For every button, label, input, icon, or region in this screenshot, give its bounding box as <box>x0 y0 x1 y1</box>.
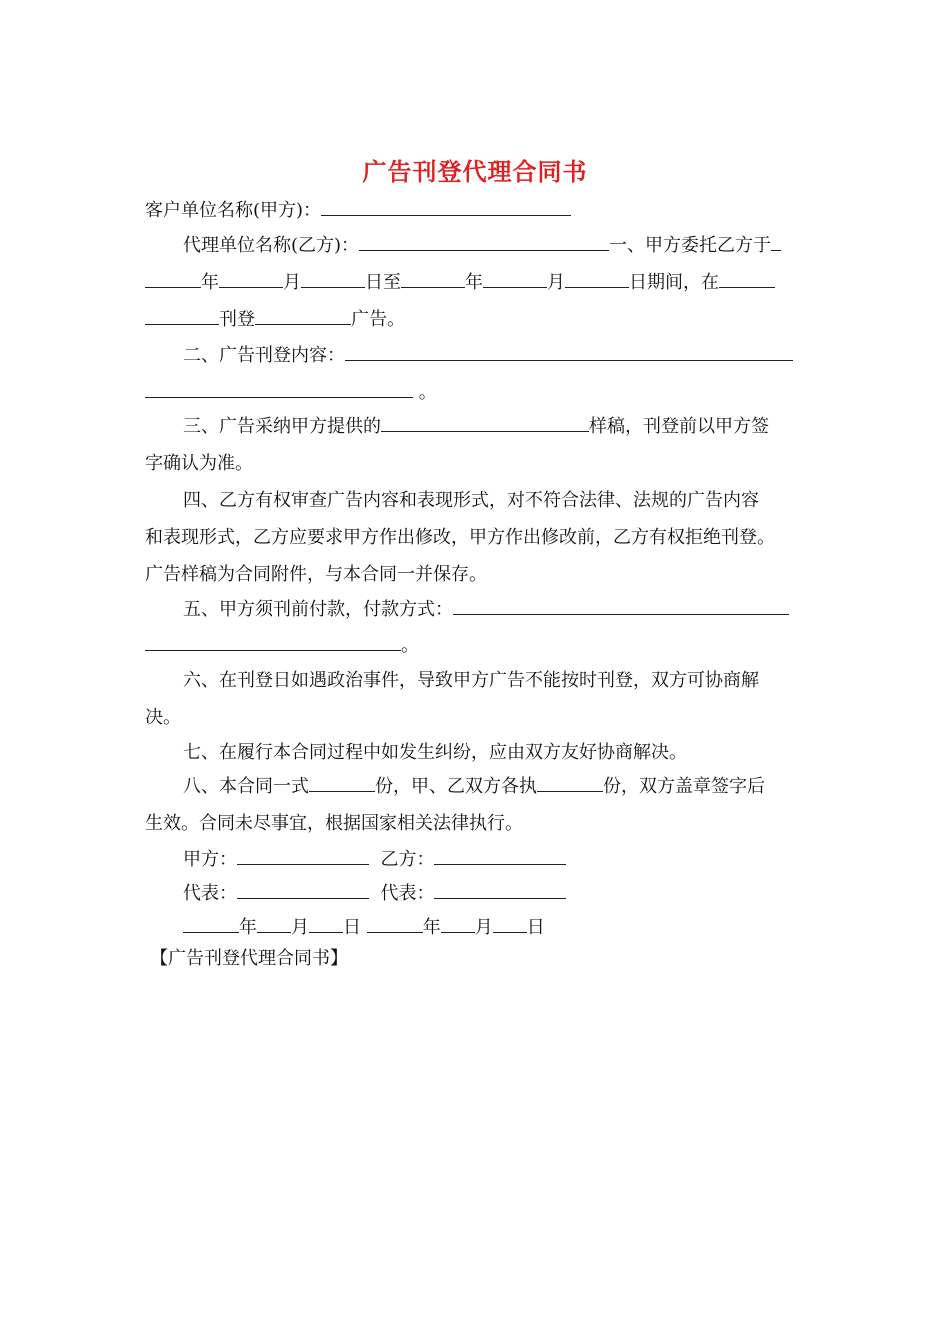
clause-2-label: 二、广告刊登内容： <box>183 345 345 366</box>
sign-a-day-blank[interactable] <box>309 915 343 933</box>
rep-b-blank[interactable] <box>434 881 566 899</box>
each-copies-blank[interactable] <box>537 774 603 792</box>
end-month-blank[interactable] <box>483 270 547 288</box>
day-label: 日 <box>343 917 361 938</box>
footer-title: 【广告刊登代理合同书】 <box>150 948 348 969</box>
end-day-blank[interactable] <box>565 270 629 288</box>
content-blank[interactable] <box>345 343 793 361</box>
client-label: 客户单位名称(甲方)： <box>145 200 322 221</box>
clause-3 <box>183 414 810 440</box>
party-b-blank[interactable] <box>434 847 566 865</box>
month-label: 月 <box>283 272 301 293</box>
year-label: 年 <box>239 917 257 938</box>
clause-1-blank[interactable] <box>771 233 781 251</box>
clause-3-start: 三、广告采纳甲方提供的 <box>183 416 381 437</box>
clause-1-start: 一、甲方委托乙方于 <box>609 235 772 256</box>
end-year-blank[interactable] <box>401 270 465 288</box>
client-blank[interactable] <box>321 198 571 216</box>
day-label: 日 <box>526 917 545 938</box>
clause-7: 七、在履行本合同过程中如发生纠纷，应由双方友好协商解决。 <box>183 742 687 763</box>
agent-blank[interactable] <box>359 233 609 251</box>
signature-dates <box>183 915 810 941</box>
sign-b-year-blank[interactable] <box>367 915 423 933</box>
clause-8-start: 八、本合同一式 <box>183 776 309 797</box>
clause-8-cont: 生效。合同未尽事宜，根据国家相关法律执行。 <box>145 813 523 834</box>
document-title: 广告刊登代理合同书 <box>362 157 588 186</box>
year-label: 年 <box>201 272 219 293</box>
sign-a-year-blank[interactable] <box>183 915 239 933</box>
agent-line <box>183 233 810 259</box>
period: 。 <box>418 382 437 403</box>
clause-8 <box>183 774 810 800</box>
clause-4-line-1: 四、乙方有权审查广告内容和表现形式，对不符合法律、法规的广告内容 <box>183 490 759 511</box>
medium-blank-cont[interactable] <box>145 307 219 325</box>
sign-a-month-blank[interactable] <box>257 915 291 933</box>
clause-4-line-2: 和表现形式，乙方应要求甲方作出修改，甲方作出修改前，乙方有权拒绝刊登。 <box>145 527 775 548</box>
party-a-label: 甲方： <box>183 849 237 870</box>
month-label: 月 <box>291 917 309 938</box>
rep-a-label: 代表： <box>183 883 237 904</box>
year-label: 年 <box>465 272 483 293</box>
content-blank-cont[interactable] <box>145 380 413 398</box>
agent-label: 代理单位名称(乙方)： <box>183 235 360 256</box>
day-period-label: 日期间，在 <box>629 272 719 293</box>
clause-3-mid: 样稿，刊登前以甲方签 <box>589 416 769 437</box>
sign-b-month-blank[interactable] <box>441 915 475 933</box>
ad-blank[interactable] <box>255 307 351 325</box>
publish-label: 刊登 <box>219 309 255 330</box>
year-label: 年 <box>422 917 441 938</box>
sign-b-day-blank[interactable] <box>493 915 527 933</box>
clause-4-line-3: 广告样稿为合同附件，与本合同一并保存。 <box>145 564 487 585</box>
copies-blank[interactable] <box>309 774 375 792</box>
clause-2-cont <box>145 380 810 406</box>
clause-1-dates <box>145 270 810 296</box>
payment-blank-cont[interactable] <box>145 633 401 651</box>
month-label: 月 <box>547 272 565 293</box>
clause-5 <box>183 597 810 623</box>
start-month-blank[interactable] <box>219 270 283 288</box>
clause-1-end <box>145 307 810 333</box>
clause-5-label: 五、甲方须刊前付款，付款方式： <box>183 599 453 620</box>
rep-b-label: 代表： <box>380 883 435 904</box>
ad-label: 广告。 <box>351 309 405 330</box>
clause-8-mid: 份，甲、乙双方各执 <box>375 776 537 797</box>
signature-parties <box>183 847 810 873</box>
client-line <box>145 198 810 224</box>
day-to-label: 日至 <box>365 272 401 293</box>
month-label: 月 <box>474 917 493 938</box>
clause-3-cont: 字确认为准。 <box>145 453 253 474</box>
medium-blank[interactable] <box>719 270 775 288</box>
start-day-blank[interactable] <box>301 270 365 288</box>
payment-blank[interactable] <box>453 597 789 615</box>
rep-a-blank[interactable] <box>237 881 369 899</box>
period: 。 <box>401 635 419 656</box>
party-b-label: 乙方： <box>380 849 435 870</box>
clause-6-line-1: 六、在刊登日如遇政治事件，导致甲方广告不能按时刊登，双方可协商解 <box>183 670 759 691</box>
clause-8-end: 份，双方盖章签字后 <box>603 776 765 797</box>
party-a-blank[interactable] <box>237 847 369 865</box>
start-year-blank[interactable] <box>145 270 201 288</box>
signature-reps <box>183 881 810 907</box>
clause-6-line-2: 决。 <box>145 707 181 728</box>
clause-5-cont <box>145 633 810 659</box>
clause-2 <box>183 343 810 369</box>
sample-blank[interactable] <box>381 414 589 432</box>
